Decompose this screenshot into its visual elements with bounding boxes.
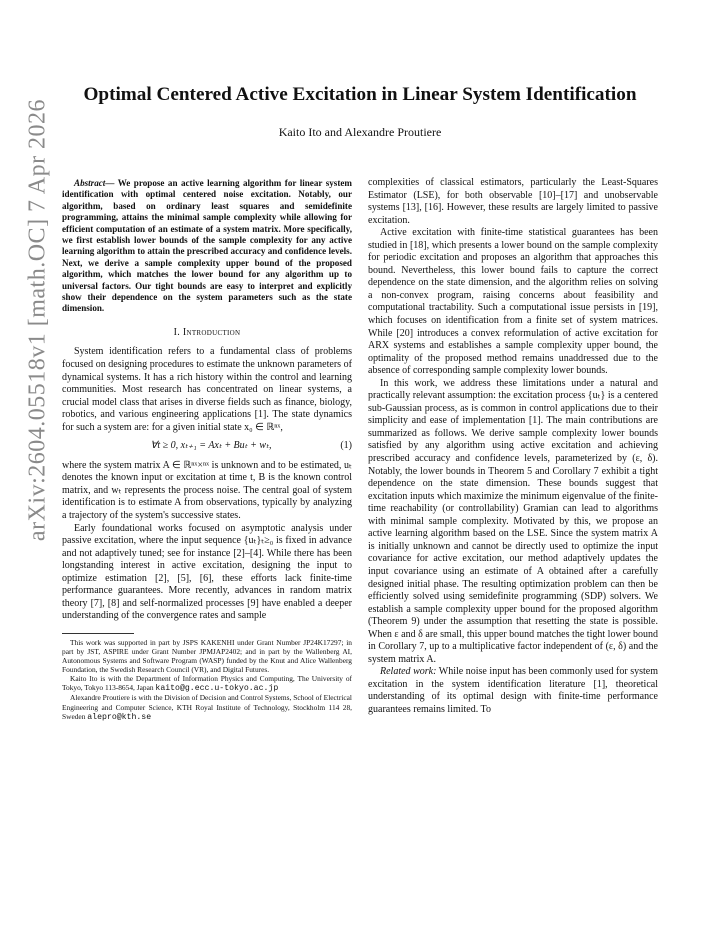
- footnotes: [62, 638, 352, 722]
- email-link-2[interactable]: alepro@kth.se: [87, 712, 152, 722]
- footnote-author-2: [62, 693, 352, 721]
- footnote-funding: This work was supported in part by JSPS KAKENHI under Grant Number JP24K17297; in part by JST, ASPIRE under Grant Number JPMJAP2402; and in part by the Wallenberg AI, Autonomous Systems and Software Program (WASP) funded by the Knut and Alice Wallenberg Foundation, the Swedish Research Council (VR), and Digital Futures.: [62, 637, 352, 675]
- arxiv-identifier-stamp[interactable]: arXiv:2604.05518v1 [math.OC] 7 Apr 2026: [24, 98, 51, 542]
- footnote-author-1-text: Kaito Ito is with the Department of Information Physics and Computing, The University of Tokyo, Tokyo 113-8654, Japan: [62, 674, 352, 693]
- related-work-text: While noise input has been commonly used for system excitation in the system identification literature [1], theoretical understanding of its optimal design with finite-time performance guarantees remains limited. To: [368, 666, 658, 715]
- equation-1: [62, 440, 352, 453]
- right-column: [368, 177, 658, 717]
- equation-number: (1): [340, 440, 352, 452]
- related-work-label: Related work:: [380, 666, 437, 678]
- footnote-author-2-text: Alexandre Proutiere is with the Division of Decision and Control Systems, School of Electrical Engineering and Computer Science, KTH Royal Institute of Technology, Stockholm 114 28, Sweden: [62, 693, 352, 721]
- abstract-text: We propose an active learning algorithm for linear system identification with optimal centered noise excitation. Notably, our algorithm, based on ordinary least squares and semidefinite programming, attains the minimal sample complexity while allowing for efficient computation of an estimate of a system matrix. More specifically, we first establish lower bounds of the sample complexity for any active learning algorithm to attain the prescribed accuracy and confidence levels. Next, we derive a sample complexity upper bound of the proposed algorithm, which matches the lower bound for any algorithm up to universal factors. Our tight bounds are easy to interpret and explicitly show their dependence on the system parameters such as the state dimension.: [62, 178, 352, 314]
- related-work-paragraph: [368, 666, 658, 716]
- email-link-1[interactable]: kaito@g.ecc.u-tokyo.ac.jp: [155, 684, 279, 694]
- footnote-author-1: [62, 674, 352, 693]
- section-heading-introduction: [62, 327, 352, 340]
- intro-paragraph-3: Early foundational works focused on asymptotic analysis under passive excitation, where the input sequence {uₜ}ₜ≥₀ is fixed in advance and not adaptively tuned; see for instance [2]–[4]. While there has been longstanding interest in active excitation, designing the input to optimize estimation [2], [5], [6], these efforts lack finite-time performance guarantees. More recently, advances in random matrix theory [7], [8] and self-normalized processes [9] have enabled a deeper understanding of the convergence rates and sample: [62, 522, 352, 622]
- intro-paragraph-1: System identification refers to a fundamental class of problems focused on designing procedures to estimate the unknown parameters of dynamical systems. It has a rich history within the control and learning communities. Most research has concentrated on linear systems, a crucial model class that arises in diverse fields such as finance, biology, robotics, and various engineering applications [1]. The state dynamics for such a system are: for a given initial state x₀ ∈ ℝⁿˣ,: [62, 346, 352, 433]
- intro-paragraph-2: where the system matrix A ∈ ℝⁿˣ×ⁿˣ is unknown and to be estimated, uₜ denotes the known input or excitation at time t, B is the known control matrix, and wₜ represents the process noise. The central goal of system identification is to estimate A from observations, typically by analyzing a trajectory of the system's successive states.: [62, 459, 352, 521]
- intro-paragraph-5: Active excitation with finite-time statistical guarantees has been studied in [18], which presents a lower bound on the sample complexity for periodic excitation and proposes an algorithm that approaches this bound. Nevertheless, this lower bound fails to capture the correct dependence on the state dimension, and the algorithm relies on solving a non-convex program, raising concerns about feasibility and computational tractability. Such a computational issue persists in [19], which focuses on identification from a finite set of system matrices. While [20] introduces a convex reformulation of active excitation for ARX systems and establishes a sample complexity upper bound, the optimality of the proposed method remains unaddressed due to the absence of corresponding sample complexity lower bounds.: [368, 227, 658, 377]
- abstract-label: Abstract—: [74, 178, 115, 188]
- intro-paragraph-4: complexities of classical estimators, particularly the Least-Squares Estimator (LSE), for both observable [10]–[17] and unobservable systems [13], [16]. However, these results are largely limited to passive excitation.: [368, 177, 658, 226]
- abstract: [62, 178, 352, 315]
- section-title: Introduction: [182, 326, 241, 338]
- left-column: [62, 178, 352, 722]
- footnote-rule: [62, 633, 134, 634]
- paper-authors: Kaito Ito and Alexandre Proutiere: [278, 125, 442, 139]
- paper-title: Optimal Centered Active Excitation in Linear System Identification: [83, 84, 637, 105]
- equation-body: ∀t ≥ 0, xₜ₊₁ = Axₜ + Buₜ + wₜ,: [150, 440, 272, 452]
- intro-paragraph-6: In this work, we address these limitations under a natural and practically relevant assumption: the excitation process {uₜ} is a centered sub-Gaussian process, as is common in control applications due to their simplicity and ease of implementation [1]. The main contributions are summarized as follows. We derive sample complexity lower bounds satisfied by any algorithm using active excitation and achieving prescribed accuracy and confidence levels, parameterized by (ε, δ). Notably, the lower bounds in Theorem 5 and Corollary 7 exhibit a tight dependence on the state dimension. These bounds suggest that excitation inputs which maximize the minimum eigenvalue of the finite-time reachability (or controllability) Gramian can lead to algorithms with minimal sample complexity. Motivated by this, we propose an active learning algorithm based on the LSE. Since the system matrix A is initially unknown and cannot be directly used to optimize the input covariance for active excitation, our method adaptively updates the input covariance using an estimate of A obtained after a carefully designed initial phase. The resulting optimization problem can then be efficiently solved using semidefinite programming (SDP) solvers. We establish a sample complexity upper bound for the proposed algorithm (Theorem 9) under the assumption that resetting the state is possible. When ε and δ are small, this upper bound matches the tight lower bound in Corollary 7, up to a multiplicative factor independent of (ε, δ) and the system matrix A.: [368, 377, 658, 665]
- section-numeral: I.: [173, 326, 183, 338]
